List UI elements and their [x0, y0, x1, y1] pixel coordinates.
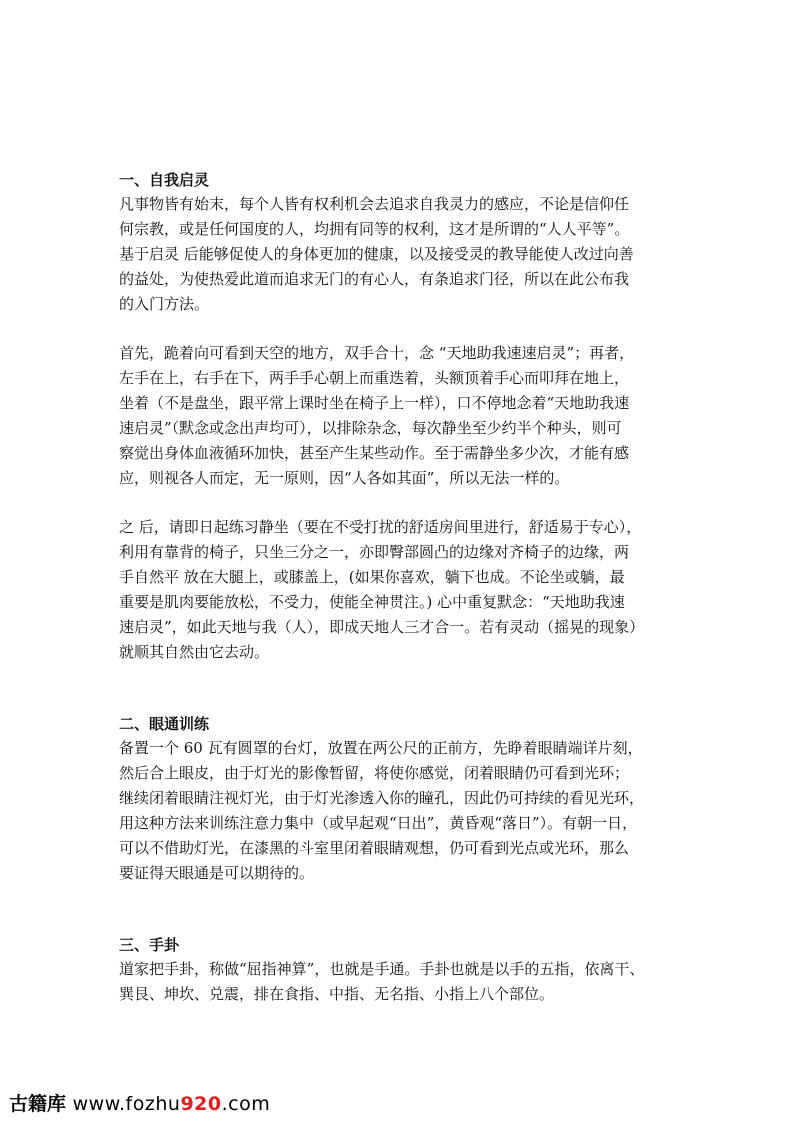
text-line: 继续闭着眼睛注视灯光，由于灯光渗透入你的瞳孔，因此仍可持续的看见光环，: [119, 789, 645, 807]
text-line: 然后合上眼皮，由于灯光的影像暂留，将使你感觉，闭着眼睛仍可看到光环；: [119, 764, 630, 782]
section-heading-3: 三、手卦: [119, 936, 180, 954]
text-line: 首先，跪着向可看到天空的地方，双手合十，念 “天地助我速速启灵”；再者，: [119, 344, 635, 362]
section-2-paragraph-1: [119, 736, 679, 886]
text-line: 何宗教，或是任何国度的人，均拥有同等的权利，这才是所谓的“人人平等”。: [119, 220, 630, 238]
text-line: 速启灵”，如此天地与我（人），即成天地人三才合一。若有灵动（摇晃的现象）: [119, 618, 645, 636]
text-line: 察觉出身体血液循环加快，甚至产生某些动作。至于需静坐多少次，才能有感: [119, 444, 630, 462]
section-1-paragraph-2: [119, 341, 679, 491]
section-heading-2: 二、眼通训练: [119, 715, 210, 733]
footer-url-suffix: .com: [221, 1093, 271, 1115]
section-3-paragraph-1: [119, 957, 679, 1007]
text-line: 利用有靠背的椅子，只坐三分之一，亦即臀部圆凸的边缘对齐椅子的边缘，两: [119, 543, 630, 561]
text-line: 应，则视各人而定，无一原则，因“人各如其面”，所以无法一样的。: [119, 469, 570, 487]
watermark-footer: [9, 1089, 270, 1116]
document-body: [119, 168, 679, 1007]
text-line: 备置一个 60 瓦有圆罩的台灯，放置在两公尺的正前方，先睁着眼睛端详片刻，: [119, 739, 643, 757]
text-line: 可以不借助灯光，在漆黑的斗室里闭着眼睛观想，仍可看到光点或光环，那么: [119, 839, 630, 857]
text-line: 之 后，请即日起练习静坐（要在不受打扰的舒适房间里进行，舒适易于专心），: [119, 518, 642, 536]
text-line: 的入门方法。: [119, 295, 210, 313]
text-line: 巽艮、坤坎、兑震，排在食指、中指、无名指、小指上八个部位。: [119, 985, 555, 1003]
text-line: 的益处，为使热爱此道而追求无门的有心人，有条追求门径，所以在此公布我: [119, 270, 630, 288]
text-line: 左手在上，右手在下，两手手心朝上而重迭着，头额顶着手心而叩拜在地上，: [119, 369, 630, 387]
footer-brand: 古籍库: [9, 1093, 67, 1115]
text-line: 凡事物皆有始末，每个人皆有权利机会去追求自我灵力的感应，不论是信仰任: [119, 195, 630, 213]
section-1-paragraph-3: [119, 515, 679, 665]
footer-url[interactable]: [73, 1093, 271, 1115]
text-line: 重要是肌肉要能放松，不受力，使能全神贯注。) 心中重复默念：“天地助我速: [119, 593, 625, 611]
text-line: 速启灵”（默念或念出声均可），以排除杂念，每次静坐至少约半个种头，则可: [119, 419, 622, 437]
text-line: 手自然平 放在大腿上，或膝盖上，(如果你喜欢，躺下也成。不论坐或躺，最: [119, 568, 625, 586]
text-line: 基于启灵 后能够促使人的身体更加的健康，以及接受灵的教导能使人改过向善: [119, 245, 634, 263]
text-line: 要证得天眼通是可以期待的。: [119, 864, 315, 882]
footer-url-prefix: www.fozhu: [72, 1093, 181, 1115]
text-line: 坐着（不是盘坐，跟平常上课时坐在椅子上一样），口不停地念着“天地助我速: [119, 394, 630, 412]
section-heading-1: 一、自我启灵: [119, 171, 210, 189]
footer-url-number: 920: [180, 1093, 222, 1115]
text-line: 就顺其自然由它去动。: [119, 643, 270, 661]
text-line: 道家把手卦，称做“屈指神算”，也就是手通。手卦也就是以手的五指，依离干、: [119, 960, 645, 978]
section-1-paragraph-1: [119, 192, 679, 317]
text-line: 用这种方法来训练注意力集中（或早起观“日出”，黄昏观“落日”）。有朝一日，: [119, 814, 638, 832]
